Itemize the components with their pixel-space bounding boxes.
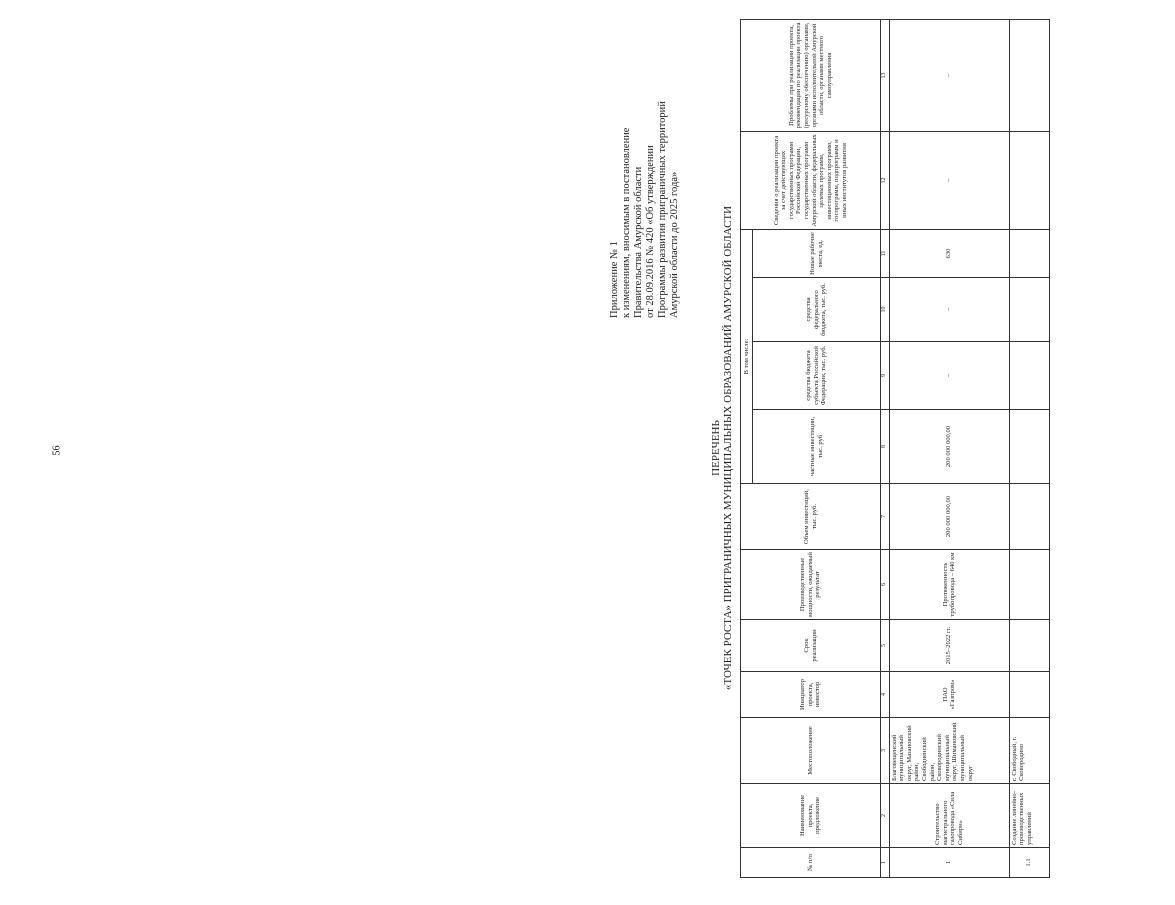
investment-volume: 200 000 000,00 — [889, 484, 1009, 550]
header-regional-budget: средства бюджета субъекта Российской Федерации, тыс. руб. — [753, 342, 881, 410]
empty-cell — [1009, 620, 1049, 672]
column-number: 8 — [881, 410, 890, 484]
header-period: Срок реализации — [741, 620, 881, 672]
column-number: 7 — [881, 484, 890, 550]
empty-cell — [1009, 550, 1049, 620]
project-name: Строительство магистрального газопровода «Сила Сибири» — [889, 784, 1009, 848]
header-location: Местоположение — [741, 718, 881, 784]
project-initiator: ПАО «Газпром» — [889, 672, 1009, 718]
project-name: Создание линейно-производственных управлений — [1009, 784, 1049, 848]
column-number: 9 — [881, 342, 890, 410]
header-new-jobs: Новые рабочие места, ед. — [753, 229, 881, 277]
header-including: В том числе: — [741, 229, 753, 483]
regional-budget: – — [889, 342, 1009, 410]
header-number: № п/п — [741, 848, 881, 878]
header-problems: Проблемы при реализации проекта, рекомендации по реализации проекта (ресурсному обеспечению) органами, органами исполнительной Амурской области, органами местного самоуправления — [741, 19, 881, 131]
column-number: 13 — [881, 19, 890, 131]
header-program-info: Сведения о реализации проекта за счет действующих государственных программ Российской Федерации, государственных программ Амурской области, федеральных целевых программ, инвестиционных программ, госпрограмм, подпрограмм и иных институтов развития — [741, 131, 881, 229]
column-number: 3 — [881, 718, 890, 784]
table-row — [1009, 19, 1049, 877]
title-line: «ТОЧЕК РОСТА» ПРИГРАНИЧНЫХ МУНИЦИПАЛЬНЫХ ОБРАЗОВАНИЙ АМУРСКОЙ ОБЛАСТИ — [722, 205, 734, 691]
private-investment: 200 000 000,00 — [889, 410, 1009, 484]
column-number: 11 — [881, 229, 890, 277]
column-number: 5 — [881, 620, 890, 672]
column-number: 1 — [881, 848, 890, 878]
header-project-name: Наименование проекта, предложение — [741, 784, 881, 848]
empty-cell — [1009, 484, 1049, 550]
growth-points-table — [740, 19, 1050, 878]
problems: – — [889, 19, 1009, 131]
appendix-line: Программы развития приграничных территорий — [657, 101, 668, 318]
table-row — [889, 19, 1009, 877]
appendix-line: Правительства Амурской области — [633, 166, 644, 318]
appendix-line: от 28.09.2016 № 420 «Об утверждении — [645, 145, 656, 318]
program-info: – — [889, 131, 1009, 229]
empty-cell — [1009, 278, 1049, 342]
new-jobs: 630 — [889, 229, 1009, 277]
empty-cell — [1009, 131, 1049, 229]
column-number: 6 — [881, 550, 890, 620]
project-period: 2015–2022 гг. — [889, 620, 1009, 672]
document-title — [710, 18, 734, 878]
empty-cell — [1009, 19, 1049, 131]
column-number: 12 — [881, 131, 890, 229]
column-number: 10 — [881, 278, 890, 342]
header-private-investment: частные инвестиции, тыс. руб — [753, 410, 881, 484]
appendix-line: Приложение № 1 — [609, 241, 620, 318]
row-number: 1 — [889, 848, 1009, 878]
header-initiator: Инициатор проекта, инвестор — [741, 672, 881, 718]
appendix-line: к изменениям, вносимым в постановление — [621, 127, 632, 318]
appendix-note — [609, 18, 681, 318]
appendix-line: Амурской области до 2025 года» — [669, 171, 680, 318]
project-location: г. Свободный, г. Сковородино — [1009, 718, 1049, 784]
empty-cell — [1009, 672, 1049, 718]
rotated-page-content — [585, 18, 1175, 878]
header-investment-volume: Объем инвестиций, тыс. руб. — [741, 484, 881, 550]
empty-cell — [1009, 410, 1049, 484]
column-number: 2 — [881, 784, 890, 848]
title-line: ПЕРЕЧЕНЬ — [710, 420, 722, 476]
project-location: Благовещенский муниципальный округ, Мазановский район, Свободненский район, Сковородинский муниципальный округ, Шимановский муниципальный округ — [889, 718, 1009, 784]
row-number: 1.1 — [1009, 848, 1049, 878]
project-result: Протяженность трубопровода – 640 км — [889, 550, 1009, 620]
column-number: 4 — [881, 672, 890, 718]
header-federal-budget: средства федерального бюджета, тыс. руб. — [753, 278, 881, 342]
column-number-row — [881, 19, 890, 877]
federal-budget: – — [889, 278, 1009, 342]
empty-cell — [1009, 229, 1049, 277]
header-capacity: Производственные мощности, ожидаемый результат — [741, 550, 881, 620]
page-number: 56 — [51, 445, 63, 456]
empty-cell — [1009, 342, 1049, 410]
